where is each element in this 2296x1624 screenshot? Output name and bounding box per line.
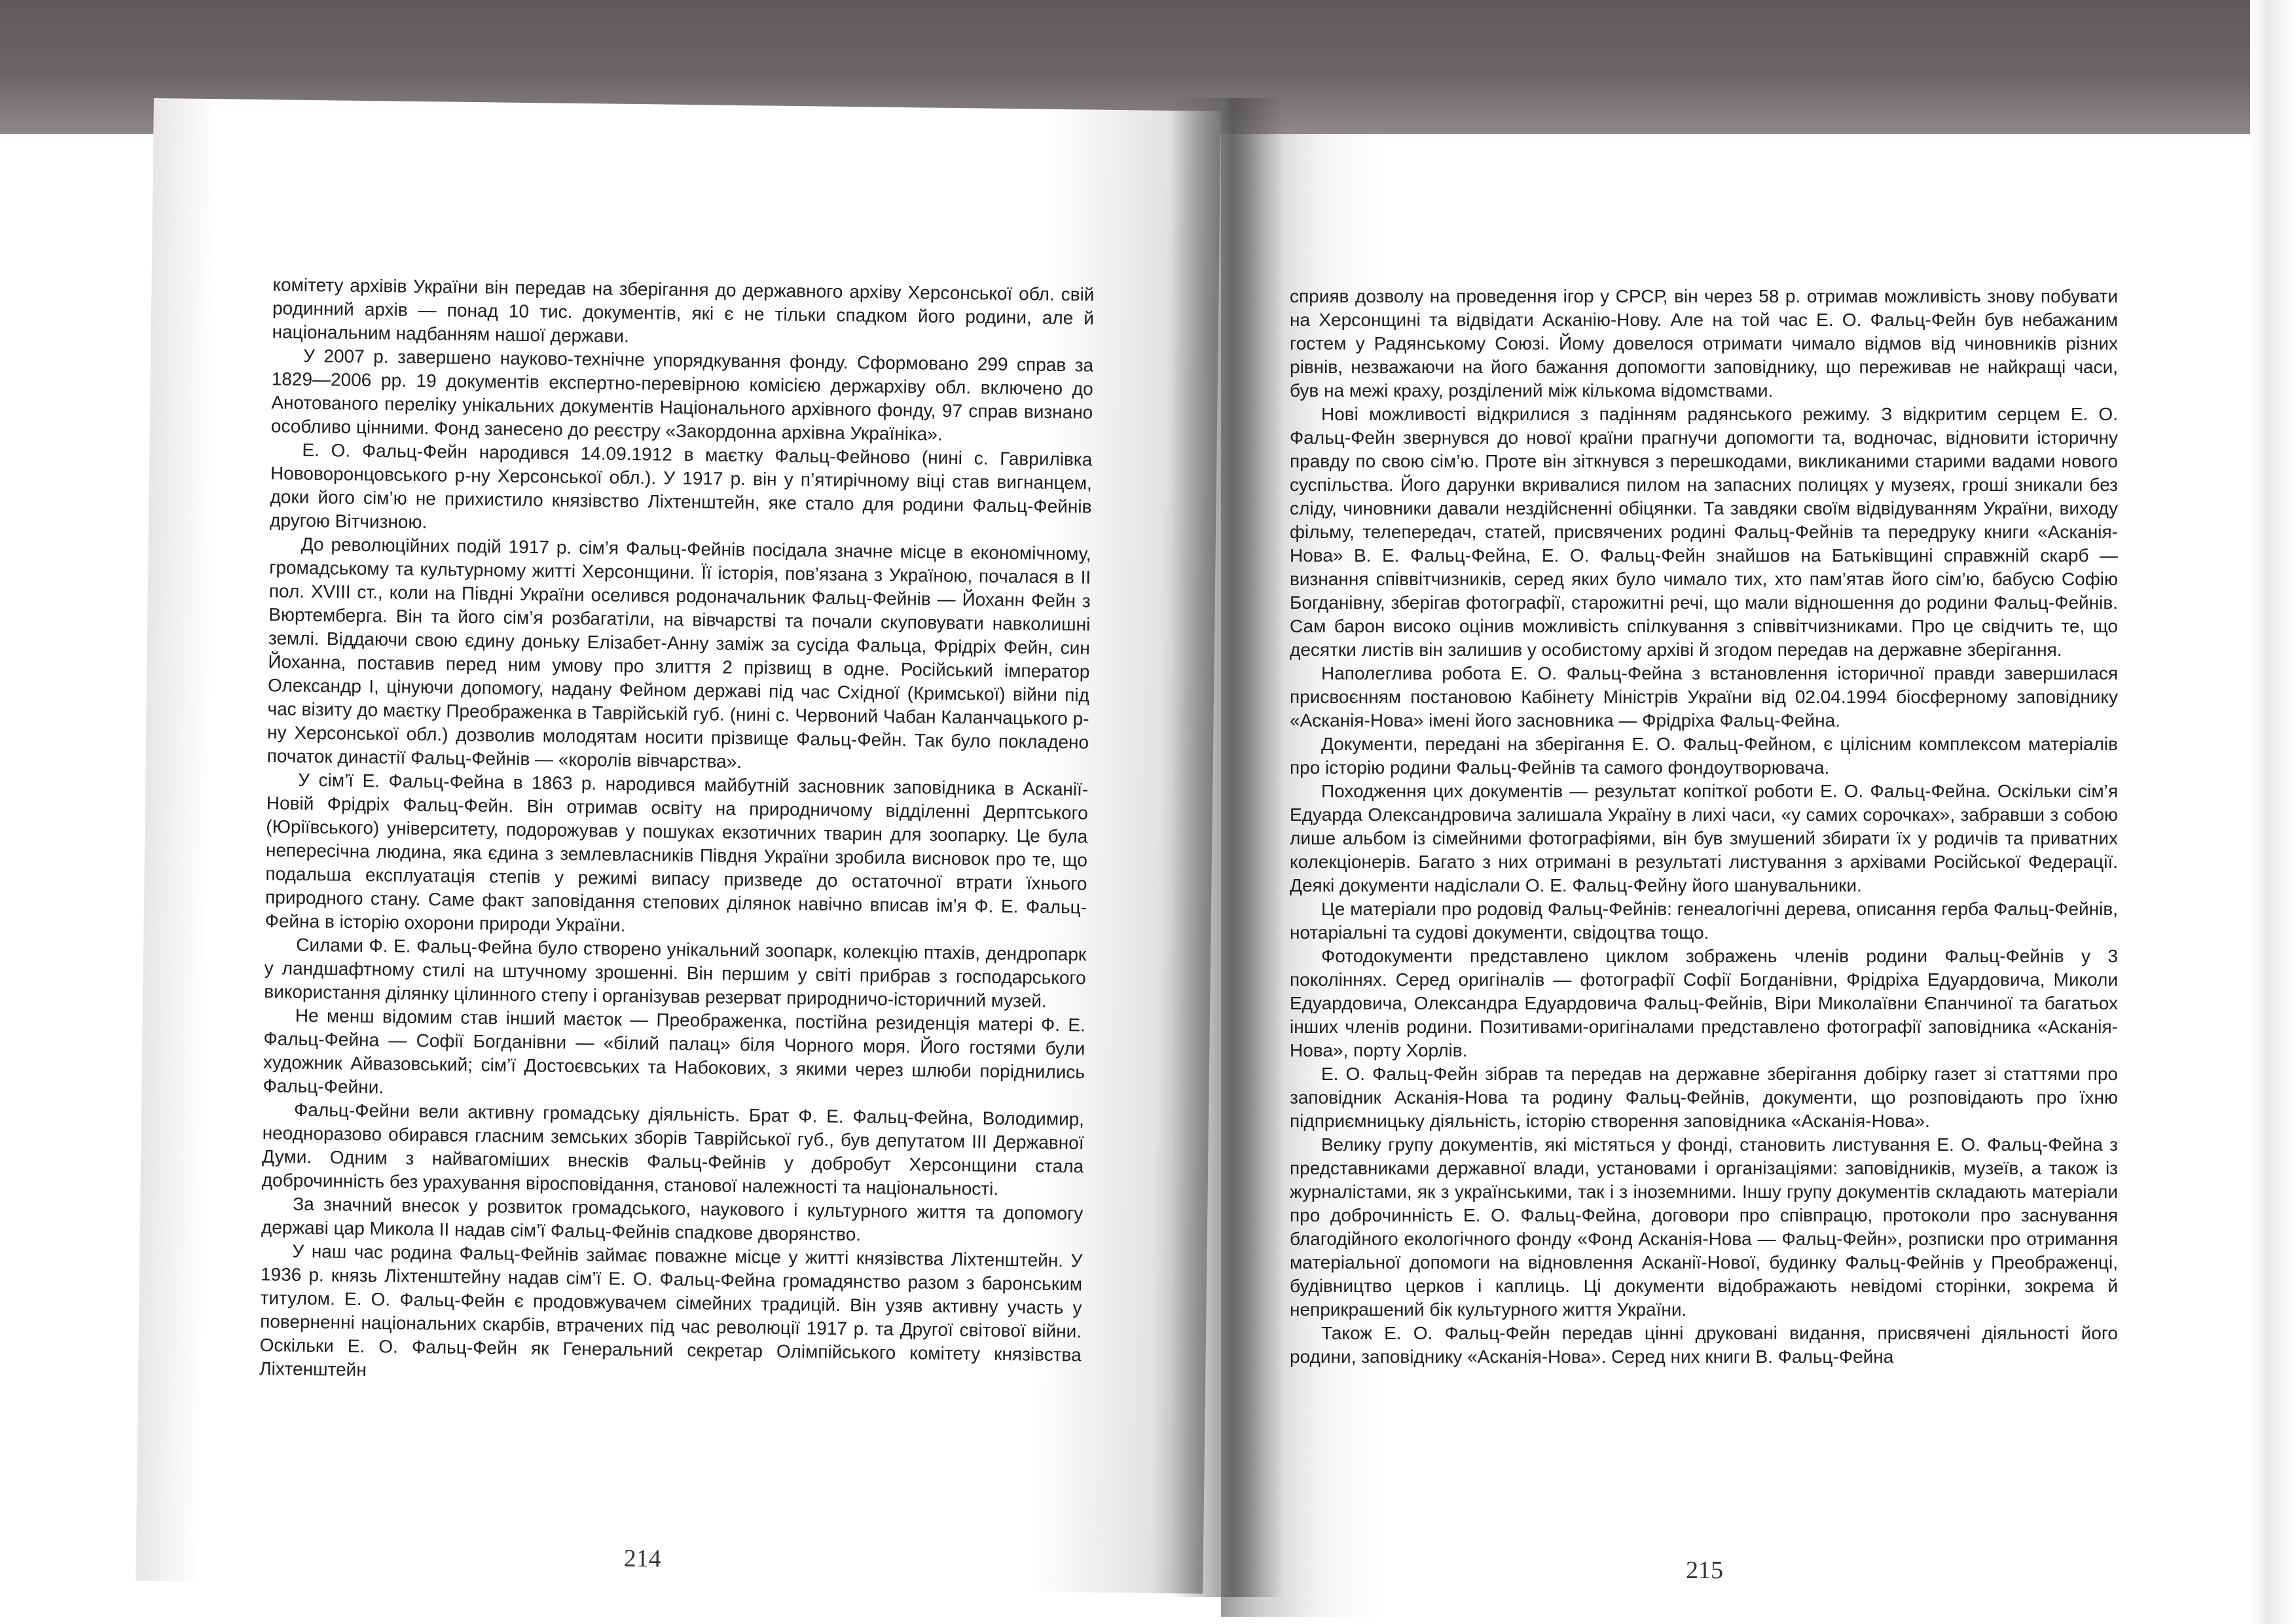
paragraph: У наш час родина Фальц-Фейнів займає поважне місце у житті князівства Ліхтенштейн. У 1936 р. князь Ліхтенштейну надав сім’ї Е. О. Фальц-Фейна громадянство разом з баронським титулом. Е. О. Фальц-Фейн є продовжувачем сімейних традицій. Він узяв активну участь у поверненні національних скарбів, втрачених під час революції 1917 р. та Другої світової війни. Оскільки Е. О. Фальц-Фейн як Генеральний секретар Олімпійського комітету князівства Ліхтенштейн bbox=[259, 1240, 1083, 1380]
paragraph: У сім’ї Е. Фальц-Фейна в 1863 р. народився майбутній засновник заповідника в Асканії-Новій Фрідріх Фальц-Фейн. Він отримав освіту на природничому відділенні Дерптського (Юріївського) університету, подорожував у пошуках екзотичних тварин для зоопарку. Це була непересічна людина, яка єдина з землевласників Півдня України зробила висновок про те, що подальша експлуатація степів у режимі випасу призведе до остаточної втрати їхнього природного стану. Саме факт заповідання степових ділянок навічно вписав ім’я Ф. Е. Фальц-Фейна в історію охорони природи України. bbox=[264, 769, 1089, 935]
paragraph: За значний внесок у розвиток громадського, наукового і культурного життя та допомогу державі цар Микола ІІ надав сім’ї Фальц-Фейнів спадкове дворянство. bbox=[261, 1193, 1084, 1245]
paragraph: Фальц-Фейни вели активну громадську діяльність. Брат Ф. Е. Фальц-Фейна, Володимир, неодноразово обирався гласним земських зборів Таврійської губ., був депутатом ІІІ Державної Думи. Одним з найвагоміших внесків Фальц-Фейнів у добробут Херсонщини стала доброчинність без урахування віросповідання, станової належності та національності. bbox=[261, 1099, 1085, 1199]
paragraph: Е. О. Фальц-Фейн зібрав та передав на державне зберігання добірку газет зі статтями про заповідник Асканія-Нова та родину Фальц-Фейнів, документи, що розповідають про їхню підприємницьку діяльність, історію створення заповідника «Асканія-Нова». bbox=[1290, 1064, 2118, 1131]
paragraph: Це матеріали про родовід Фальц-Фейнів: генеалогічні дерева, описання герба Фальц-Фейнів, нотаріальні та судові документи, свідоцтва тощо. bbox=[1290, 899, 2118, 943]
paragraph: сприяв дозволу на проведення ігор у СРСР, він через 58 р. отримав можливість знову побувати на Херсонщині та відвідати Асканію-Нову. Але на той час Е. О. Фальц-Фейн був небажаним гостем у Радянському Союзі. Йому довелося отримати чимало відмов від чиновників різних рівнів, незважаючи на його бажання допомогти заповіднику, що переживав не найкращі часи, був на межі краху, розділений між кількома відомствами. bbox=[1290, 286, 2118, 401]
paragraph: Е. О. Фальц-Фейн народився 14.09.1912 в маєтку Фальц-Фейново (нині с. Гаврилівка Нововоронцовського р-ну Херсонської обл.). У 1917 р. він у п’ятирічному віці став вигнанцем, доки його сім’ю не прихистило князівство Ліхтенштейн, яке стало для родини Фальц-Фейнів другою Вітчизною. bbox=[269, 439, 1093, 533]
paragraph: Фотодокументи представлено циклом зображень членів родини Фальц-Фейнів у 3 поколіннях. Серед оригіналів — фотографії Софії Богданівни, Фрідріха Едуардовича, Миколи Едуардовича, Олександра Едуардовича Фальц-Фейнів, Віри Миколаївни Єпанчиної та багатьох інших членів родини. Позитивами-оригіналами представлено фотографії заповідника «Асканія-Нова», порту Хорлів. bbox=[1290, 946, 2118, 1060]
paragraph: Документи, передані на зберігання Е. О. Фальц-Фейном, є цілісним комплексом матеріалів про історію родини Фальц-Фейнів та самого фондоутворювача. bbox=[1290, 734, 2118, 778]
paragraph: Також Е. О. Фальц-Фейн передав цінні друковані видання, присвячені діяльності його родини, заповіднику «Асканія-Нова». Серед них книги В. Фальц-Фейна bbox=[1290, 1323, 2118, 1367]
page-number-left: 214 bbox=[623, 1544, 662, 1573]
left-page-text bbox=[259, 273, 1095, 1390]
paragraph: Нові можливості відкрилися з падінням радянського режиму. З відкритим серцем Е. О. Фальц-Фейн звернувся до нової країни прагнучи допомогти та, водночас, відновити історичну правду по свою сім’ю. Проте він зіткнувся з перешкодами, викликаними старими вадами нового суспільства. Його дарунки вкривалися пилом на запасних полицях у музеях, гроші зникали без сліду, чиновники давали нездійсненні обіцянки. Та завдяки своїм відвідуванням України, виходу фільму, телепередач, статей, присвячених родині Фальц-Фейнів та передруку книги «Асканія-Нова» В. Е. Фальц-Фейна, Е. О. Фальц-Фейн знайшов на Батьківщині справжній скарб — визнання співвітчизників, серед яких було чимало тих, хто пам’ятав його сім’ю, бабусю Софію Богданівну, зберігав фотографії, старожитні речі, що мали відношення до родини Фальц-Фейнів. Сам барон високо оцінив можливість спілкування з співвітчизниками. Про це свідчить те, що десятки листів він залишив у особистому архіві й згодом передав на державне зберігання. bbox=[1290, 404, 2118, 660]
page-number-right: 215 bbox=[1686, 1557, 1723, 1584]
paragraph: комітету архівів України він передав на зберігання до державного архіву Херсонської обл. свій родинний архів — понад 10 тис. документів, які є не тільки спадком його родини, але й національним надбанням нашої держави. bbox=[272, 274, 1095, 346]
page-edge bbox=[2250, 0, 2296, 1624]
paragraph: У 2007 р. завершено науково-технічне упорядкування фонду. Сформовано 299 справ за 1829—2006 рр. 19 документів експертно-перевірною комісією держархіву обл. включено до Анотованого переліку унікальних документів Національного архівного фонду, 97 справ визнано особливо цінними. Фонд занесено до реєстру «Закордонна архівна Україніка». bbox=[270, 345, 1094, 444]
paragraph: Велику групу документів, які містяться у фонді, становить листування Е. О. Фальц-Фейна з представниками державної влади, установами і організаціями: заповідників, музеїв, а також із журналістами, як з українськими, так і з іноземними. Іншу групу документів складають матеріали про доброчинність Е. О. Фальц-Фейна, договори про співпрацю, протоколи про заснування благодійного екологічного фонду «Фонд Асканія-Нова — Фальц-Фейн», розписки про отримання матеріальної допомоги на відновлення Асканії-Нової, будинку Фальц-Фейнів у Преображенці, будівництво церков і каплиць. Ці документи відображають невідомі сторінки, зокрема й неприкрашений бік культурного життя України. bbox=[1290, 1134, 2118, 1320]
left-page bbox=[136, 98, 1221, 1594]
right-page bbox=[1221, 134, 2252, 1617]
right-page-text bbox=[1290, 285, 2118, 1369]
paragraph: Походження цих документів — результат копіткої роботи Е. О. Фальц-Фейна. Оскільки сім’я Едуарда Олександровича залишала Україну в лихі часи, «у самих сорочках», забравши з собою лише альбом із сімейними фотографіями, він був змушений збирати їх у родичів та приватних колекціонерів. Багато з них отримані в результаті листування з архівами Російської Федерації. Деякі документи надіслали О. Е. Фальц-Фейну його шанувальники. bbox=[1290, 781, 2118, 895]
paragraph: Наполеглива робота Е. О. Фальц-Фейна з встановлення історичної правди завершилася присвоєнням постановою Кабінету Міністрів України від 02.04.1994 біосферному заповіднику «Асканія-Нова» імені його засновника — Фрідріха Фальц-Фейна. bbox=[1290, 663, 2118, 731]
paragraph: Силами Ф. Е. Фальц-Фейна було створено унікальний зоопарк, колекцію птахів, дендропарк у ландшафтному стилі на штучному зрошенні. Він першим у світі прибрав з господарського використання ділянку цілинного степу і організував резерват природничо-історичний музей. bbox=[264, 934, 1087, 1011]
paragraph: Не менш відомим став інший маєток — Преображенка, постійна резиденція матері Ф. Е. Фальц-Фейна — Софії Богданівни — «білий палац» біля Чорного моря. Його гостями були художник Айвазовський; сім’ї Достоєвських та Набокових, з якими через шлюби поріднились Фальц-Фейни. bbox=[263, 1005, 1085, 1098]
paragraph: До революційних подій 1917 р. сім’я Фальц-Фейнів посідала значне місце в економічному, громадському та культурному житті Херсонщини. Її історія, пов’язана з Україною, почалася в ІІ пол. XVIII ст., коли на Півдні України оселився родоначальник Фальц-Фейнів — Йоханн Фейн з Вюртемберга. Він та його сім’я розбагатіли, на вівчарстві та почали скуповувати навколишні землі. Віддаючи свою єдину доньку Елізабет-Анну заміж за сусіда Фальца, Фрідріх Фейн, син Йоханна, поставив перед ним умову про злиття 2 прізвищ в одне. Російський імператор Олександр І, цінуючи допомогу, надану Фейном державі під час Східної (Кримської) війни під час візиту до маєтку Преображенка в Таврійській губ. (нині с. Червоний Чабан Каланчацького р-ну Херсонської обл.) дозволив молодятам носити прізвище Фальц-Фейн. Так було покладено початок династії Фальц-Фейнів — «королів вівчарства». bbox=[266, 533, 1091, 772]
